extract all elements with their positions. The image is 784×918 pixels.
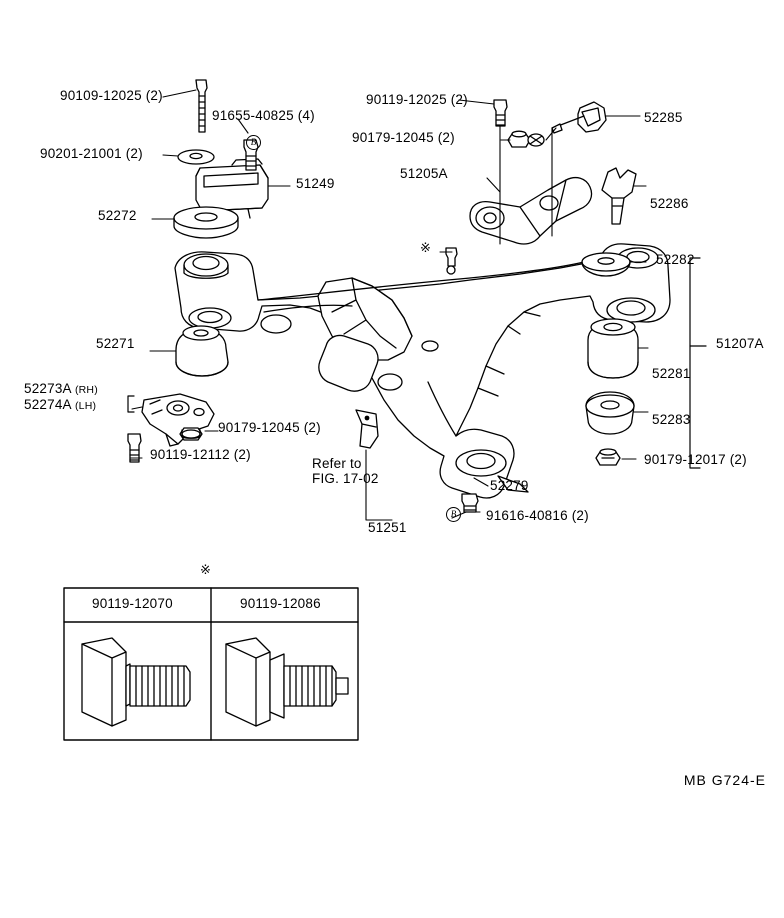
- callout-52272: 52272: [98, 208, 137, 223]
- callout-90201-21001: 90201-21001 (2): [40, 146, 143, 161]
- callout-90179-12045-left: 90179-12045 (2): [218, 420, 321, 435]
- callout-52286: 52286: [650, 196, 689, 211]
- rh-suffix: (RH): [74, 384, 98, 396]
- callout-90119-12112: 90119-12112 (2): [150, 447, 251, 462]
- refer-note: Refer to FIG. 17-02: [312, 456, 379, 486]
- callout-52274A: 52274A (LH): [24, 397, 97, 412]
- callout-90179-12017: 90179-12017 (2): [644, 452, 747, 467]
- callout-52281: 52281: [652, 366, 691, 381]
- callout-51249: 51249: [296, 176, 335, 191]
- callout-91655-40825: 91655-40825 (4): [212, 108, 315, 123]
- callout-52273A: 52273A (RH): [24, 381, 98, 396]
- callout-51205A: 51205A: [400, 166, 448, 181]
- inset-header-90119-12070: 90119-12070: [92, 596, 173, 611]
- inset-header-90119-12086: 90119-12086: [240, 596, 321, 611]
- callout-52283: 52283: [652, 412, 691, 427]
- diagram-footer-code: MB G724-E: [683, 772, 766, 788]
- callout-51251: 51251: [368, 520, 407, 535]
- b-symbol-91655: B: [246, 134, 261, 150]
- star-mark-inset: ※: [200, 562, 211, 577]
- callout-90179-12045-right: 90179-12045 (2): [352, 130, 455, 145]
- callout-90119-12025: 90119-12025 (2): [366, 92, 468, 107]
- callout-52279: 52279: [490, 478, 529, 493]
- callout-90109-12025: 90109-12025 (2): [60, 88, 163, 103]
- callout-52285: 52285: [644, 110, 683, 125]
- callout-52282: 52282: [656, 252, 695, 267]
- b-symbol-91616: B: [446, 506, 461, 522]
- callout-91616-40816: 91616-40816 (2): [486, 508, 589, 523]
- star-mark-beam: ※: [420, 240, 431, 255]
- callout-52271: 52271: [96, 336, 135, 351]
- lh-suffix: (LH): [74, 400, 97, 412]
- callout-51207A: 51207A: [716, 336, 764, 351]
